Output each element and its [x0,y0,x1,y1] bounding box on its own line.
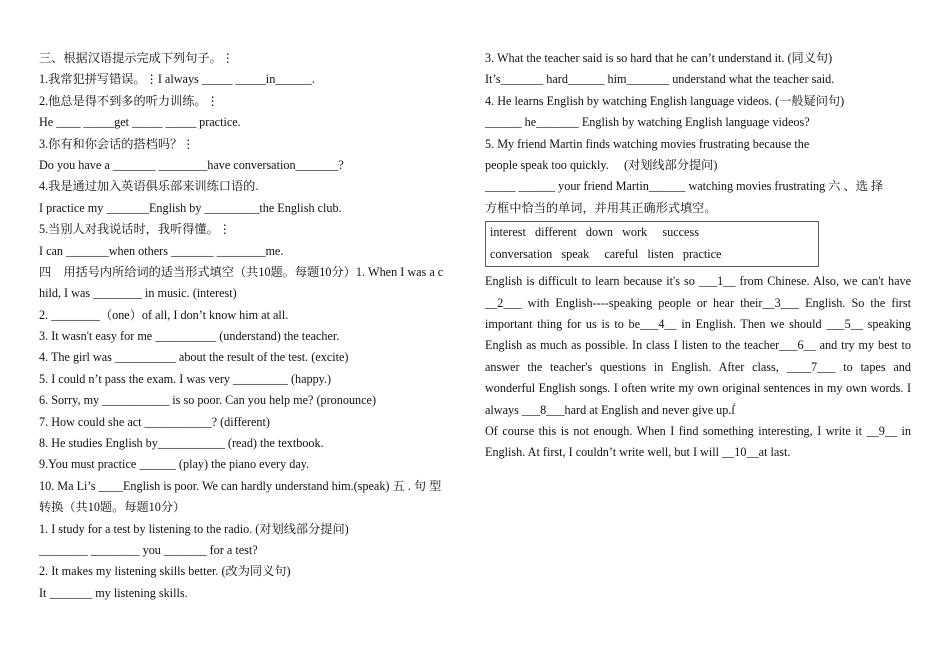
question-line: 8. He studies English by___________ (read) the textbook. [39,436,324,451]
left-column [39,48,467,604]
answer-line: It’s_______ hard______ him_______ understand what the teacher said. [485,72,835,87]
answer-line: I practice my _______English by _________the English club. [39,200,342,215]
question-line: 2. It makes my listening skills better. (改为同义句) [39,564,291,579]
question-line: 4. He learns English by watching English language videos. (一般疑问句) [485,93,845,108]
answer-line: ______ he_______ English by watching English language videos? [485,115,810,130]
question-line: 3.你有和你会话的搭档吗？⋮ [39,136,195,151]
answer-line: He ____ _____get _____ _____ practice. [39,115,241,130]
question-line: 1.我常犯拼写错误。⋮I always _____ _____in______. [39,72,315,87]
question-line: 6. Sorry, my ___________ is so poor. Can you help me? (pronounce) [39,393,377,408]
section-six-heading: 方框中恰当的单词，并用其正确形式填空。 [485,200,717,215]
word-bank-row: interest different down work success [490,225,699,240]
section-three-heading: 三、根据汉语提示完成下列句子。⋮ [39,51,234,65]
answer-line: ________ ________ you _______ for a test? [39,542,258,557]
question-line: 1. I study for a test by listening to the radio. (对划线部分提问) [39,521,349,536]
answer-line: It _______ my listening skills. [39,585,188,600]
question-line: 5. My friend Martin finds watching movies frustrating because the [485,136,810,151]
cloze-passage-paragraph: English is difficult to learn because it's so ___1__ from Chinese. Also, we can't have __2___ with English----speaking people or hear their__3___ English. So the first important thing for us is to be___4__ in English. Then we should ___5__ speaking English as much as possible. In class I listen to the teacher___6__ and try my best to answer the teacher's questions in English. After class, ____7___ to tapes and wonderful English songs. I often write my own original sentences in my own words. I always ___8___hard at English and never give up.ẛ [485,274,911,417]
section-four-heading: 四 用括号内所给词的适当形式填空（共10题。每题10分）1. When I was a c [39,264,444,279]
question-line: 2.他总是得不到多的听力训练。⋮ [39,93,219,108]
question-line: 9.You must practice ______ (play) the piano every day. [39,457,310,472]
word-bank-box [485,221,819,267]
question-line: 10. Ma Li’s ____English is poor. We can hardly understand him.(speak) 五 . 句 型 [39,478,442,493]
question-line: hild, I was ________ in music. (interest) [39,286,237,301]
question-line: 5. I could n’t pass the exam. I was very _________ (happy.) [39,371,332,386]
question-line: people speak too quickly. (对划线部分提问) [485,157,718,172]
cloze-passage-paragraph: Of course this is not enough. When I find something interesting, I write it __9__ in English. At first, I couldn’t write well, but I will __10__at last. [485,423,911,460]
question-line: 3. It wasn't easy for me __________ (understand) the teacher. [39,329,340,344]
question-line: 7. How could she act ___________? (different) [39,414,270,429]
right-column [485,48,911,464]
question-line: 2. ________（one）of all, I don’t know him at all. [39,307,289,322]
question-line: 4.我是通过加入英语俱乐部来训练口语的. [39,179,259,194]
question-line: 5.当别人对我说话时，我听得懂。⋮ [39,222,231,237]
answer-line: Do you have a _______ ________have conversation_______? [39,157,344,172]
section-five-heading: 转换（共10题。每题10分） [39,500,186,515]
question-line: 4. The girl was __________ about the result of the test. (excite) [39,350,349,365]
word-bank-row: conversation speak careful listen practice [490,246,722,261]
answer-line: _____ ______ your friend Martin______ watching movies frustrating 六 、选 择 [485,179,884,194]
question-line: 3. What the teacher said is so hard that he can’t understand it. (同义句) [485,51,833,65]
answer-line: I can _______when others _______ ________me. [39,243,284,258]
